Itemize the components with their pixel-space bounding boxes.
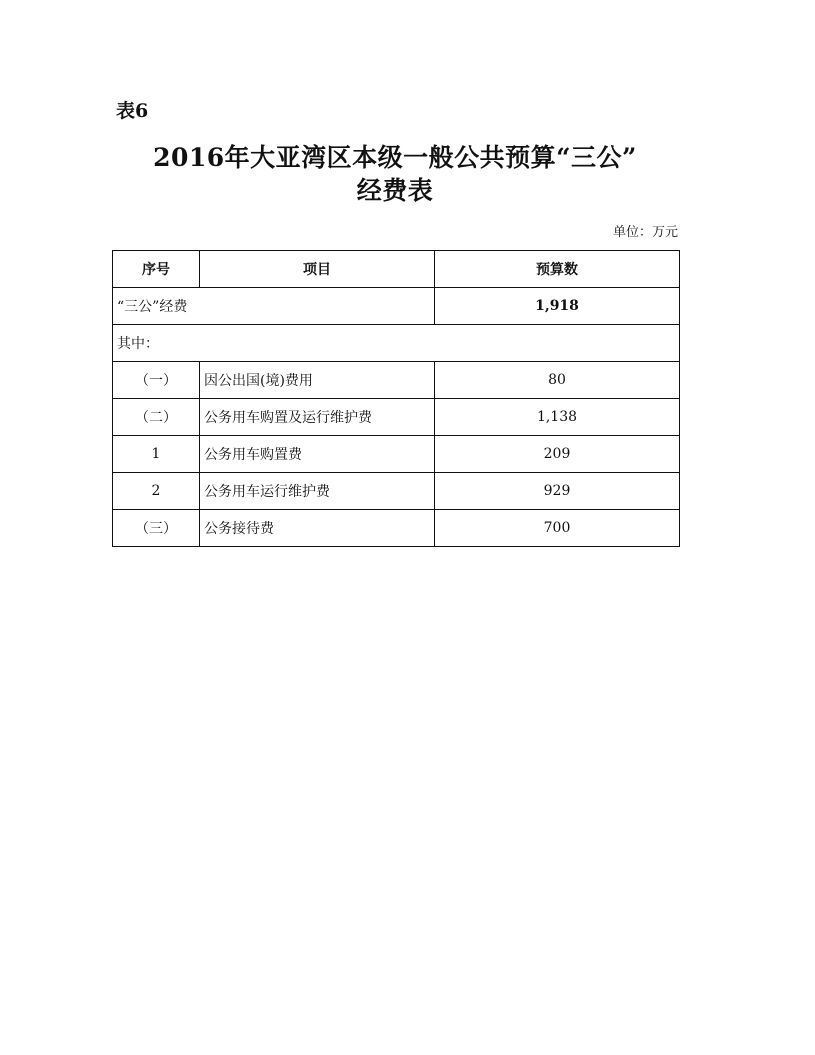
table-row bbox=[113, 473, 680, 510]
row-seq: （一） bbox=[113, 362, 200, 399]
row-amount: 80 bbox=[435, 362, 680, 399]
row-seq: （三） bbox=[113, 510, 200, 547]
total-label: “三公”经费 bbox=[113, 288, 435, 325]
row-item: 公务用车购置及运行维护费 bbox=[200, 399, 435, 436]
table-row bbox=[113, 510, 680, 547]
subheading-row bbox=[113, 325, 680, 362]
table-row bbox=[113, 399, 680, 436]
row-amount: 929 bbox=[435, 473, 680, 510]
row-amount: 1,138 bbox=[435, 399, 680, 436]
total-row bbox=[113, 288, 680, 325]
document-title-line2: 经费表 bbox=[356, 176, 434, 205]
row-seq: 1 bbox=[113, 436, 200, 473]
row-amount: 209 bbox=[435, 436, 680, 473]
table-header-row bbox=[113, 251, 680, 288]
row-item: 公务接待费 bbox=[200, 510, 435, 547]
row-seq: 2 bbox=[113, 473, 200, 510]
document-title-line1: 2016年大亚湾区本级一般公共预算“三公” bbox=[153, 143, 637, 172]
row-seq: （二） bbox=[113, 399, 200, 436]
row-item: 公务用车运行维护费 bbox=[200, 473, 435, 510]
table-row bbox=[113, 436, 680, 473]
row-item: 因公出国(境)费用 bbox=[200, 362, 435, 399]
subheading-label: 其中： bbox=[113, 325, 680, 362]
header-item: 项目 bbox=[200, 251, 435, 288]
row-amount: 700 bbox=[435, 510, 680, 547]
table-row bbox=[113, 362, 680, 399]
header-seq: 序号 bbox=[113, 251, 200, 288]
row-item: 公务用车购置费 bbox=[200, 436, 435, 473]
table-number-label: 表6 bbox=[116, 100, 149, 122]
budget-table bbox=[112, 250, 680, 547]
unit-label: 单位：万元 bbox=[612, 225, 678, 240]
total-amount: 1,918 bbox=[435, 288, 680, 325]
header-amount: 预算数 bbox=[435, 251, 680, 288]
